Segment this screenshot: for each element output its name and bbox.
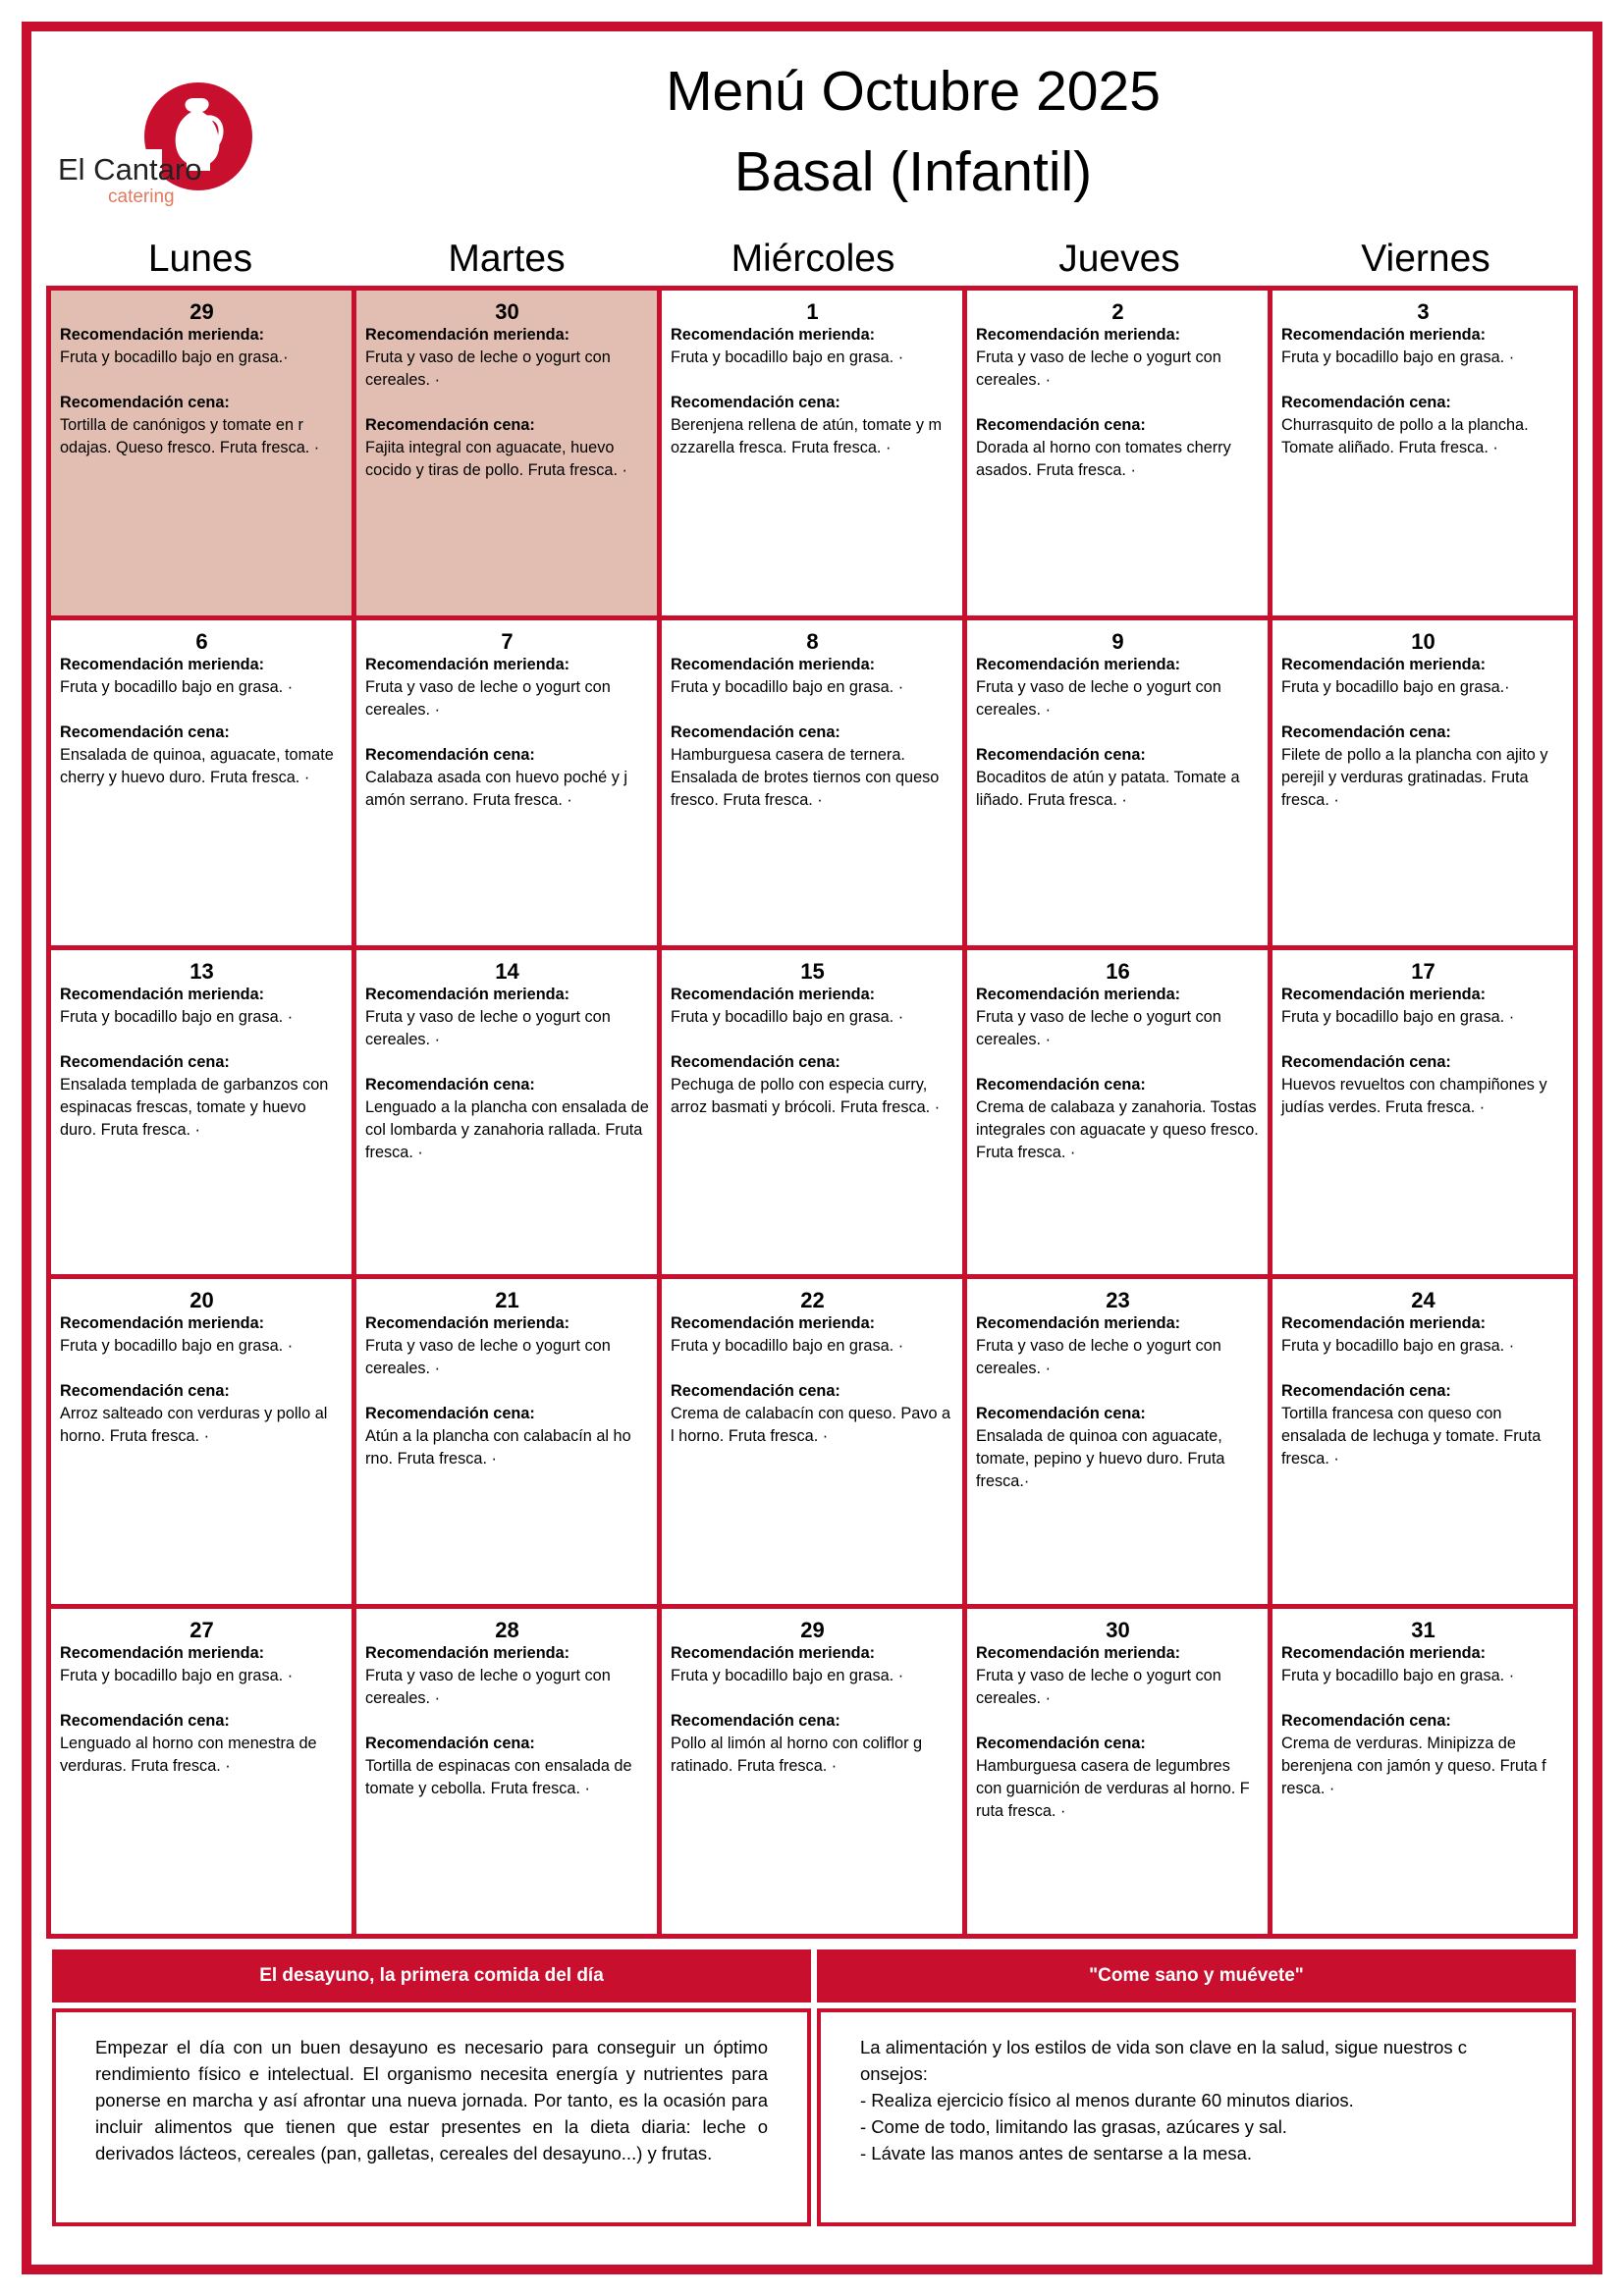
snack-text: Fruta y bocadillo bajo en grasa. · (1281, 1667, 1515, 1685)
day-cell (967, 950, 1268, 1275)
day-cell (662, 620, 962, 945)
snack-text: Fruta y vaso de leche o yogurt con cereales. · (976, 348, 1221, 389)
spacer (671, 1687, 954, 1710)
day-cell (51, 620, 352, 945)
snack-text: Fruta y bocadillo bajo en grasa. · (671, 1667, 904, 1685)
weekday-tuesday: Martes (448, 238, 566, 280)
day-number: 14 (495, 958, 519, 984)
dinner-label: Recomendación cena: (671, 722, 840, 741)
day-number: 3 (1417, 299, 1430, 324)
dinner-text: Crema de verduras. Minipizza de berenjena con jamón y queso. Fruta f resca. · (1281, 1735, 1546, 1798)
dinner-label: Recomendación cena: (671, 1712, 840, 1731)
snack-text: Fruta y vaso de leche o yogurt con cereales. · (365, 677, 611, 719)
day-number: 21 (495, 1288, 519, 1313)
snack-label: Recomendación merienda: (976, 326, 1181, 344)
snack-text: Fruta y vaso de leche o yogurt con cereales. · (365, 1337, 611, 1378)
spacer (60, 369, 344, 392)
dinner-text: Crema de calabaza y zanahoria. Tostas integrales con aguacate y queso fresco. Fruta fresca. · (976, 1097, 1259, 1161)
snack-text: Fruta y vaso de leche o yogurt con cereales. · (976, 1337, 1221, 1378)
dinner-text: Bocaditos de atún y patata. Tomate a liñado. Fruta fresca. · (976, 768, 1240, 809)
snack-text: Fruta y bocadillo bajo en grasa. · (60, 677, 294, 696)
snack-label: Recomendación merienda: (1281, 985, 1487, 1003)
snack-text: Fruta y vaso de leche o yogurt con cereales. · (976, 677, 1221, 719)
spacer (976, 1380, 1260, 1403)
snack-text: Fruta y bocadillo bajo en grasa. · (671, 677, 904, 696)
snack-text: Fruta y bocadillo bajo en grasa. · (60, 1667, 294, 1685)
breakfast-info-box (52, 2008, 811, 2226)
spacer (671, 369, 954, 392)
dinner-label: Recomendación cena: (60, 1382, 230, 1401)
breakfast-info-text: Empezar el día con un buen desayuno es necesario para conseguir un óptimo rendimiento físico e intelectual. El organismo necesita energía y nutrientes para ponerse en marcha y así afrontar una nueva jornada. Por tanto, es la ocasión para incluir alimentos que tienen que estar presentes en la dieta diaria: leche o derivados lácteos, cereales (pan, galletas, cereales del desayuno...) y frutas. (95, 2037, 768, 2163)
day-cell (967, 620, 1268, 945)
snack-label: Recomendación merienda: (1281, 326, 1487, 344)
day-cell (356, 1609, 657, 1934)
day-number: 16 (1106, 958, 1130, 984)
spacer (671, 699, 954, 721)
day-cell (356, 291, 657, 615)
snack-text: Fruta y vaso de leche o yogurt con cereales. · (365, 1667, 611, 1708)
day-number: 10 (1411, 628, 1435, 654)
dinner-label: Recomendación cena: (1281, 722, 1451, 741)
el-cantaro-logo (54, 63, 265, 210)
spacer (60, 1358, 344, 1380)
snack-label: Recomendación merienda: (1281, 1314, 1487, 1333)
snack-label: Recomendación merienda: (365, 326, 570, 344)
dinner-label: Recomendación cena: (976, 1735, 1146, 1753)
spacer (976, 1710, 1260, 1733)
day-number: 20 (189, 1288, 214, 1313)
day-number: 30 (1106, 1618, 1130, 1643)
snack-label: Recomendación merienda: (1281, 1644, 1487, 1663)
dinner-text: Tortilla de canónigos y tomate en r odajas. Queso fresco. Fruta fresca. · (60, 416, 320, 456)
snack-label: Recomendación merienda: (365, 1314, 570, 1333)
dinner-text: Tortilla francesa con queso con ensalada de lechuga y tomate. Fruta fresca. · (1281, 1405, 1542, 1468)
snack-text: Fruta y bocadillo bajo en grasa.· (1281, 677, 1510, 696)
spacer (365, 1051, 649, 1074)
dinner-label: Recomendación cena: (365, 1075, 535, 1094)
snack-label: Recomendación merienda: (671, 985, 876, 1003)
dinner-text: Ensalada de quinoa con aguacate, tomate, pepino y huevo duro. Fruta fresca.· (976, 1427, 1225, 1491)
day-cell (967, 291, 1268, 615)
snack-label: Recomendación merienda: (60, 326, 265, 344)
breakfast-section-title: El desayuno, la primera comida del día (52, 1949, 811, 2002)
snack-text: Fruta y bocadillo bajo en grasa. · (671, 348, 904, 366)
day-cell (51, 1279, 352, 1604)
snack-text: Fruta y bocadillo bajo en grasa. · (671, 1007, 904, 1026)
dinner-text: Filete de pollo a la plancha con ajito y perejil y verduras gratinadas. Fruta fresca. · (1281, 745, 1548, 809)
dinner-text: Calabaza asada con huevo poché y j amón serrano. Fruta fresca. · (365, 768, 628, 809)
healthy-tip: - Lávate las manos antes de sentarse a la mesa. (860, 2143, 1252, 2163)
dinner-text: Arroz salteado con verduras y pollo al horno. Fruta fresca. · (60, 1405, 328, 1446)
dinner-label: Recomendación cena: (1281, 1052, 1451, 1071)
dinner-text: Lenguado al horno con menestra de verduras. Fruta fresca. · (60, 1735, 317, 1776)
snack-label: Recomendación merienda: (671, 1314, 876, 1333)
dinner-label: Recomendación cena: (671, 1052, 840, 1071)
spacer (60, 1687, 344, 1710)
spacer (976, 392, 1260, 414)
day-number: 9 (1111, 628, 1124, 654)
snack-label: Recomendación merienda: (976, 1314, 1181, 1333)
dinner-label: Recomendación cena: (60, 1712, 230, 1731)
dinner-text: Hamburguesa casera de ternera. Ensalada de brotes tiernos con queso fresco. Fruta fresca. · (671, 745, 940, 809)
weekday-wednesday: Miércoles (731, 238, 895, 280)
day-number: 22 (800, 1288, 825, 1313)
healthy-tips-section-title: "Come sano y muévete" (817, 1949, 1576, 2002)
day-number: 31 (1411, 1618, 1435, 1643)
dinner-text: Dorada al horno con tomates cherry asados. Fruta fresca. · (976, 439, 1231, 479)
dinner-label: Recomendación cena: (976, 416, 1146, 434)
day-number: 23 (1106, 1288, 1130, 1313)
spacer (60, 1029, 344, 1051)
dinner-label: Recomendación cena: (60, 722, 230, 741)
day-number: 15 (800, 958, 825, 984)
healthy-tip: - Come de todo, limitando las grasas, azúcares y sal. (860, 2116, 1287, 2137)
dinner-label: Recomendación cena: (365, 1735, 535, 1753)
page-subtitle: Basal (Infantil) (733, 140, 1093, 203)
day-cell (51, 950, 352, 1275)
snack-text: Fruta y vaso de leche o yogurt con cereales. · (365, 348, 611, 389)
snack-label: Recomendación merienda: (671, 326, 876, 344)
dinner-text: Crema de calabacín con queso. Pavo a l horno. Fruta fresca. · (671, 1405, 951, 1446)
dinner-text: Huevos revueltos con champiñones y judías verdes. Fruta fresca. · (1281, 1075, 1547, 1116)
day-number: 29 (800, 1618, 825, 1643)
day-number: 17 (1411, 958, 1435, 984)
dinner-text: Ensalada de quinoa, aguacate, tomate cherry y huevo duro. Fruta fresca. · (60, 745, 334, 786)
weekday-thursday: Jueves (1058, 238, 1180, 280)
snack-label: Recomendación merienda: (365, 1644, 570, 1663)
day-cell (1272, 1279, 1573, 1604)
snack-label: Recomendación merienda: (976, 1644, 1181, 1663)
calendar-grid (46, 286, 1578, 1939)
snack-text: Fruta y bocadillo bajo en grasa. · (1281, 1007, 1515, 1026)
snack-text: Fruta y vaso de leche o yogurt con cereales. · (976, 1667, 1221, 1708)
spacer (365, 392, 649, 414)
dinner-label: Recomendación cena: (60, 1052, 230, 1071)
spacer (1281, 699, 1565, 721)
day-number: 30 (495, 299, 519, 324)
day-number: 8 (806, 628, 819, 654)
snack-text: Fruta y bocadillo bajo en grasa. · (60, 1007, 294, 1026)
spacer (60, 699, 344, 721)
spacer (1281, 1029, 1565, 1051)
day-cell (967, 1279, 1268, 1604)
dinner-text: Berenjena rellena de atún, tomate y m ozzarella fresca. Fruta fresca. · (671, 416, 943, 456)
snack-label: Recomendación merienda: (976, 655, 1181, 673)
day-number: 29 (189, 299, 214, 324)
page-title: Menú Octubre 2025 (666, 60, 1161, 123)
weekday-friday: Viernes (1361, 238, 1490, 280)
snack-label: Recomendación merienda: (976, 985, 1181, 1003)
day-cell (51, 291, 352, 615)
dinner-label: Recomendación cena: (1281, 1382, 1451, 1401)
snack-label: Recomendación merienda: (60, 655, 265, 673)
dinner-label: Recomendación cena: (976, 1075, 1146, 1094)
spacer (1281, 1358, 1565, 1380)
healthy-tips-intro: La alimentación y los estilos de vida son clave en la salud, sigue nuestros c onsejos: (860, 2037, 1468, 2084)
day-cell (1272, 291, 1573, 615)
snack-label: Recomendación merienda: (60, 1644, 265, 1663)
dinner-label: Recomendación cena: (671, 394, 840, 411)
day-number: 13 (189, 958, 214, 984)
weekday-monday: Lunes (147, 238, 253, 280)
dinner-text: Pechuga de pollo con especia curry, arroz basmati y brócoli. Fruta fresca. · (671, 1075, 941, 1116)
snack-label: Recomendación merienda: (365, 985, 570, 1003)
dinner-text: Tortilla de espinacas con ensalada de tomate y cebolla. Fruta fresca. · (365, 1757, 632, 1798)
day-cell (1272, 950, 1573, 1275)
day-cell (967, 1609, 1268, 1934)
snack-text: Fruta y bocadillo bajo en grasa.· (60, 348, 289, 366)
snack-label: Recomendación merienda: (60, 985, 265, 1003)
snack-text: Fruta y vaso de leche o yogurt con cereales. · (365, 1007, 611, 1048)
day-cell (356, 620, 657, 945)
snack-label: Recomendación merienda: (60, 1314, 265, 1333)
logo-brand-sub: catering (108, 187, 175, 207)
spacer (365, 1380, 649, 1403)
day-number: 1 (806, 299, 819, 324)
day-cell (662, 291, 962, 615)
snack-text: Fruta y bocadillo bajo en grasa. · (671, 1337, 904, 1356)
day-cell (1272, 620, 1573, 945)
day-cell (356, 1279, 657, 1604)
snack-text: Fruta y bocadillo bajo en grasa. · (60, 1337, 294, 1356)
day-cell (356, 950, 657, 1275)
snack-label: Recomendación merienda: (671, 1644, 876, 1663)
snack-label: Recomendación merienda: (671, 655, 876, 673)
dinner-label: Recomendación cena: (365, 1405, 535, 1423)
spacer (1281, 1687, 1565, 1710)
day-number: 2 (1111, 299, 1124, 324)
dinner-label: Recomendación cena: (671, 1382, 840, 1401)
dinner-text: Churrasquito de pollo a la plancha. Tomate aliñado. Fruta fresca. · (1281, 416, 1529, 456)
spacer (671, 1358, 954, 1380)
healthy-tips-box (817, 2008, 1576, 2226)
dinner-label: Recomendación cena: (365, 745, 535, 764)
spacer (671, 1029, 954, 1051)
day-cell (1272, 1609, 1573, 1934)
dinner-label: Recomendación cena: (1281, 1712, 1451, 1731)
spacer (976, 1051, 1260, 1074)
dinner-text: Atún a la plancha con calabacín al ho rno. Fruta fresca. · (365, 1427, 631, 1468)
dinner-label: Recomendación cena: (365, 416, 535, 434)
snack-text: Fruta y bocadillo bajo en grasa. · (1281, 1337, 1515, 1356)
dinner-label: Recomendación cena: (976, 745, 1146, 764)
spacer (365, 1710, 649, 1733)
healthy-tip: - Realiza ejercicio físico al menos durante 60 minutos diarios. (860, 2090, 1354, 2110)
logo-brand-name: El Cantaro (58, 152, 202, 187)
snack-label: Recomendación merienda: (365, 655, 570, 673)
day-number: 28 (495, 1618, 519, 1643)
day-cell (51, 1609, 352, 1934)
dinner-text: Hamburguesa casera de legumbres con guarnición de verduras al horno. F ruta fresca. · (976, 1757, 1250, 1821)
day-number: 24 (1411, 1288, 1435, 1313)
snack-text: Fruta y vaso de leche o yogurt con cereales. · (976, 1007, 1221, 1048)
spacer (365, 721, 649, 744)
day-cell (662, 1609, 962, 1934)
dinner-label: Recomendación cena: (60, 394, 230, 411)
dinner-text: Ensalada templada de garbanzos con espinacas frescas, tomate y huevo duro. Fruta fresca. · (60, 1075, 329, 1139)
day-cell (662, 950, 962, 1275)
weekday-header-row (47, 232, 1579, 287)
dinner-text: Pollo al limón al horno con coliflor g ratinado. Fruta fresca. · (671, 1735, 923, 1776)
dinner-text: Fajita integral con aguacate, huevo cocido y tiras de pollo. Fruta fresca. · (365, 439, 627, 479)
day-number: 6 (195, 628, 208, 654)
day-number: 7 (501, 628, 514, 654)
dinner-label: Recomendación cena: (976, 1405, 1146, 1423)
dinner-label: Recomendación cena: (1281, 394, 1451, 411)
day-number: 27 (189, 1618, 214, 1643)
dinner-text: Lenguado a la plancha con ensalada de col lombarda y zanahoria rallada. Fruta fresca. · (365, 1097, 649, 1161)
spacer (1281, 369, 1565, 392)
snack-label: Recomendación merienda: (1281, 655, 1487, 673)
spacer (976, 721, 1260, 744)
snack-text: Fruta y bocadillo bajo en grasa. · (1281, 348, 1515, 366)
day-cell (662, 1279, 962, 1604)
